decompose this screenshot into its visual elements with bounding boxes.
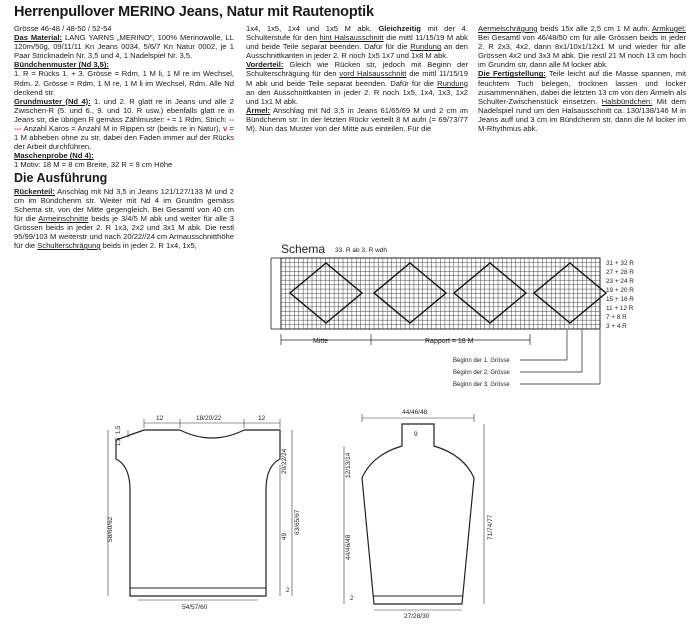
bund-text: 1. R = Rücks 1. + 3. Grösse = Rdm, 1 M li, 1 M re im Wechsel, Rdm. 2. Grösse = Rdm, 1 M re, 1 M li im Wechsel, Rdm. Alle Nd deckend str. [14, 69, 234, 97]
body-outline [116, 430, 280, 596]
rundung-term: Rundung [410, 42, 442, 52]
col3-text-a: beids 15x alle 2,5 cm 1 M aufn. [537, 24, 652, 33]
dim-neck: 18/20/22 [196, 415, 222, 422]
begin-size-3: Beginn der 3. Grösse [453, 382, 510, 388]
sleeve-bottom: 27/28/30 [404, 613, 430, 620]
gleichzeitig-term: Gleichzeitig [378, 24, 421, 33]
aermel-text: Anschlag mit Nd 3,5 in Jeans 61/65/69 M und 2 cm im Bündchenm str. In der letzten Rückr verteilt 8 M aufn (= 69/73/77 M). Nun das Muster von der Mitte aus einteilen. Für die [246, 105, 468, 134]
dim-armhole: 20/22/24 [281, 448, 288, 474]
col3-text-b: Bei Gesamtl von 46/48/50 cm für alle Grössen beids in jeder 2. R 2x3, 4x2, dann 8x1/10x1/12x1 M und wieder für alle Grössen 4x2 und 3x3 M abk. Die restl 21 M noch 13 cm hoch im Grundm str, dann alle M locker abk. [478, 33, 686, 70]
vorder-text-c: an den Ausschnittkanten in jeder 2. R noch 1x5, 1x4, 1x3, 1x2 und 1x1 M abk. [246, 87, 468, 106]
schema-mitte: Mitte [313, 338, 329, 345]
schema-grid [281, 258, 606, 329]
fertig-text-b: Mit dem Nadelspiel rund um den Halsausschnitt ca. 130/138/146 M in Jeans auff und 3 cm im Bündchenm str, dann die M locker im M-Rhythmus abk. [478, 96, 686, 134]
body-diagram [107, 415, 301, 611]
fertig-text-a: Teile leicht auf die Masse spannen, mit feuchtem Tuch belegen, trocknen lassen und locker zusammennähen, dabei die letzten 13 cm von den Ärmeln als Schulter-Zwischenstück einsetzen. [478, 69, 686, 106]
dim-right-h: 63/65/67 [294, 509, 301, 535]
schema-row-labels [606, 260, 634, 330]
row-label: 15 + 16 R [606, 296, 634, 303]
v-symbol: v [223, 124, 228, 134]
sleeve-top: 44/46/48 [402, 409, 428, 416]
dim-15b: 1,5 [116, 437, 122, 446]
schema-rap-label: 33. R ab 3. R wdh [335, 247, 388, 254]
row-label: 3 + 4 R [606, 323, 627, 330]
vord-term: vord Halsausschnitt [339, 69, 407, 79]
sleeve-total: 71/74/77 [487, 514, 494, 540]
row-label: 23 + 24 R [606, 278, 634, 285]
dim-12b: 12 [258, 415, 266, 422]
dim-12a: 12 [156, 415, 164, 422]
grund-text-d: = 1 M abheben ohne zu str, dabei den Faden immer auf der Rücks der Arbeit durchführen. [14, 124, 234, 152]
sleeve-len: 44/46/48 [345, 534, 352, 560]
masche-text: 1 Motiv: 18 M = 8 cm Breite, 32 R = 9 cm Höhe [14, 160, 173, 170]
row-label: 31 + 32 R [606, 260, 634, 267]
row-label: 7 + 8 R [606, 314, 627, 321]
vorder-heading: Vorderteil: [246, 60, 284, 70]
kugel-term: Armkugel: [651, 24, 686, 33]
dim-2: 2 [286, 588, 290, 594]
dim-15a: 1,5 [116, 425, 122, 434]
aschr-term: Aermelschrägung [478, 24, 538, 33]
sleeve-diagram [344, 409, 494, 620]
dim-left-h: 58/60/62 [107, 516, 114, 542]
dim-49: 49 [281, 532, 288, 540]
row-label: 19 + 20 R [606, 287, 634, 294]
rueck-text-b: beids je 3/4/5 M abk und weiter für alle 3 Grössen beids in jeder 2. R 1x3, 2x2 und 3x1 M abk. Die restl 95/99/103 M weiterstr und nach 20/22//24 cm Armausschnitthöhe für die [14, 213, 235, 251]
schulter-term: Schulterschrägung [37, 241, 101, 251]
fertig-heading: Die Fertigstellung: [478, 69, 546, 79]
page-title: Herrenpullover MERINO Jeans, Natur mit Rautenoptik [14, 4, 374, 20]
begin-size-1: Beginn der 1. Grösse [453, 358, 510, 364]
begin-size-2: Beginn der 2. Grösse [453, 370, 510, 376]
masche-heading: Maschenprobe (Nd 4): [14, 151, 94, 161]
armaus-term: Armeinschnitte [38, 213, 89, 223]
vorder-text-b: die mittl 11/15/19 M abk und beide Teile separat beenden. Dafür für die [246, 69, 468, 88]
dim-bottom: 54/57/60 [182, 604, 208, 611]
size-line: Grösse 46-48 / 48-50 / 52-54 [14, 24, 112, 33]
col2-text-c: die mittl 11/15/19 M abk und beide Teile separat beenden. Dafür für die [246, 33, 468, 52]
ausfuehrung-heading: Die Ausführung [14, 170, 108, 185]
sleeve-9: 9 [414, 431, 418, 438]
grund-text-a: 1. und 2. R glatt re in Jeans und alle 2 Zwischen-R (5. und 6., 9. und 10. R usw.) ebenfalls glatt re in Jeans str, die übrigen R gemäss Zählmuster: [14, 96, 234, 124]
rundung2-term: Rundung [437, 78, 468, 88]
grund-text-c: Anzahl Karos = Anzahl M in Rippen str (beids re in Natur), [21, 124, 223, 134]
col2-text-d: an den Ausschnittkanten in jeder 2. R noch 1x5 1x7 und 1x8 M abk. [246, 42, 468, 61]
dot-symbol: • [167, 114, 170, 124]
hint-term: hint Halsausschnitt [319, 33, 384, 43]
sleeve-outline [362, 424, 474, 604]
hals-term: Halsbündchen: [601, 96, 653, 106]
rueck-heading: Rückenteil: [14, 186, 55, 196]
vorder-text-a: Gleich wie Rücken str, jedoch mit Beginn der Schulterschrägung für den [246, 60, 468, 79]
rueck-text-a: Anschlag mit Nd 3,5 in Jeans 121/127/133 M und 2 cm im Bündchenm str. Weiter mit Nd 4 im Grundm gemäss Schema str, von der Mitte gegengleich. Bei Gesamtl von 40 cm für die [14, 186, 234, 223]
material-text: LANG YARNS „MERINO", 100% Merinowolle, LL 120m/50g, 09/11/11 Kn Jeans 0034, 5/6/7 Kn Natur 0002, je 1 Paar Stricknadeln Nr. 3,5 und 4, 1 Nadelspiel Nr. 3,5. [14, 33, 234, 61]
schema-rapport: Rapport = 18 M [425, 338, 474, 345]
sleeve-cap: 12/13/14 [345, 452, 352, 478]
schema-title: Schema [281, 242, 326, 256]
bund-heading: Bündchenmuster (Nd 3,5): [14, 60, 109, 70]
dash-symbol: ----- [14, 114, 234, 134]
sleeve-2: 2 [350, 596, 354, 602]
rueck-text-c: beids in jeder 2. R 1x4, 1x5, [100, 241, 197, 251]
row-label: 11 + 12 R [606, 305, 634, 312]
grund-heading: Grundmuster (Nd 4): [14, 96, 91, 106]
col2-text-b: mit der 4. Schulterstufe für den [246, 24, 469, 43]
col2-text-a: 1x4, 1x5, 1x4 und 1x5 M abk. [246, 24, 379, 33]
aermel-heading: Ärmel: [246, 105, 271, 115]
grund-text-b: = 1 Rdm, Strich: [169, 114, 229, 124]
row-label: 27 + 28 R [606, 269, 634, 276]
schema-chart [271, 242, 634, 388]
body-dimension-lines [108, 419, 292, 600]
material-heading: Das Material: [14, 33, 63, 43]
